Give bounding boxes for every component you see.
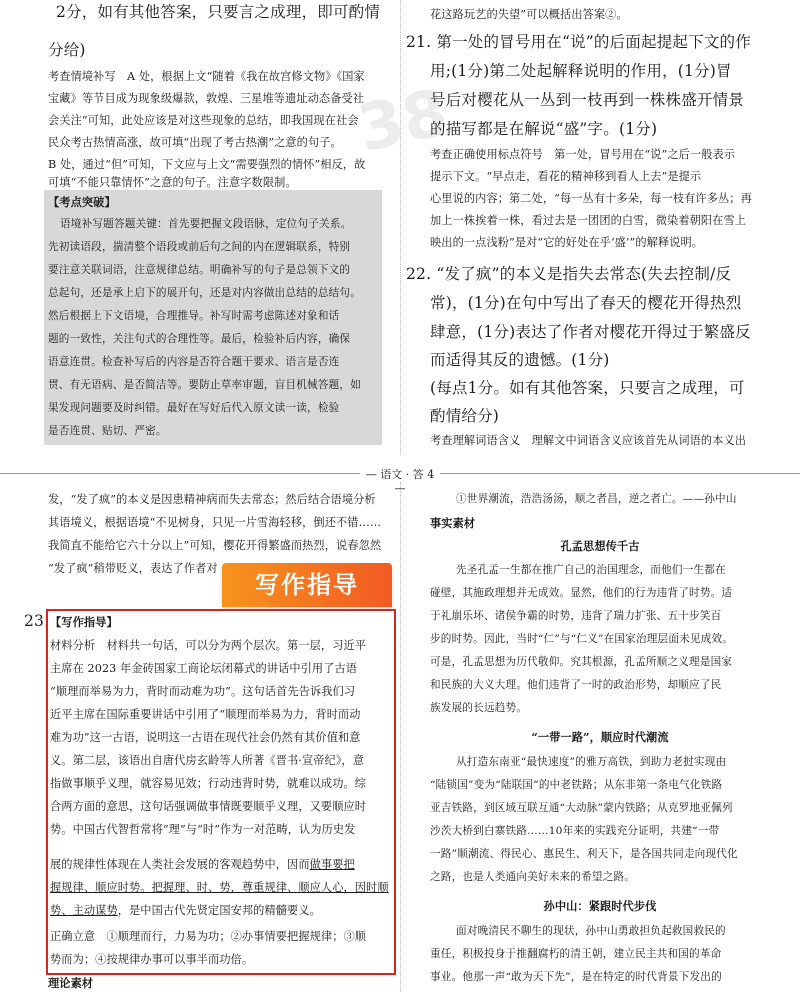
- para-line: 步的时势。因此，当时“仁”与“仁义”在国家治理层面未见成效。: [430, 633, 734, 645]
- q22-analysis-cont: 其语境义，根据语境“不见树身，只见一片雪海轻移，倒还不错……: [48, 516, 382, 529]
- guide-line: 主席在 2023 年金砖国家工商论坛闭幕式的讲话中引用了古语: [50, 662, 358, 675]
- facts-heading: 事实素材: [430, 516, 476, 530]
- para-line: 之路，也是人类通向美好未来的希望之路。: [430, 871, 636, 883]
- analysis-line: B 处，通过“但”可知，下文应与上文“需要强烈的情怀”相反，故: [48, 158, 366, 171]
- guide-line: “顺理而举易为力，背时而动难为功”。这句话首先告诉我们习: [50, 685, 356, 698]
- q22-line: 22. “发了疯”的本义是指失去常态(失去控制/反: [406, 265, 732, 283]
- q22-analysis-cont: “发了疯”稍带贬义，表达了作者对: [48, 562, 218, 575]
- guide-line: 势、主动谋势，是中国古代先贤定国安邦的精髓要义。: [50, 904, 321, 917]
- tip-line: 语意连贯。检查补写后的内容是否符合题干要求、语言是否连: [48, 356, 340, 368]
- para-line: 亚吉铁路，到区域互联互通“大动脉”蒙内铁路；从克罗地亚佩列: [430, 802, 733, 814]
- guide-line: 合两方面的意思，这句话强调做事情既要顺乎义理，又要顺应时: [50, 800, 367, 813]
- analysis-line: 考查情境补写 A 处，根据上文“随着《我在故宫修文物》《国家: [48, 70, 365, 83]
- analysis-line: 会关注”可知，此处应该是对这些现象的总结，即我国现在社会: [48, 114, 359, 127]
- guide-line: 难为功”这一古语，说明这一古语在现代社会仍然有其价值和意: [50, 731, 361, 744]
- guide-line-underlined: 握规律、顺应时势。把握理、时、势，尊重规律、顺应人心，因时顺: [50, 881, 389, 894]
- q22-analysis-cont: 发，“发了疯”的本义是因患精神病而失去常态；然后结合语境分析: [48, 493, 376, 506]
- q22-line: 常)，(1分)在句中写出了春天的樱花开得热烈: [430, 294, 742, 312]
- para-line: 碰壁，其施政理想并无成效。显然，他们的行为违背了时势。适: [430, 587, 733, 599]
- q21-line: 用;(1分)第二处起解释说明的作用，(1分)冒: [430, 62, 732, 80]
- q20-continued-line: 分给): [48, 41, 86, 59]
- q21-analysis-line: 加上一株挨着一株，看过去是一团团的白雪，微染着朝阳在雪上: [430, 214, 747, 227]
- guide-line: 势。中国古代智哲常将“理”与“时”作为一对范畴，认为历史发: [50, 823, 356, 836]
- lizhi-line: 势而为；④按规律办事可以事半而功倍。: [50, 953, 254, 966]
- guide-title: 【写作指导】: [50, 615, 118, 629]
- tip-line: 先初读语段，揣清整个语段或前后句之间的内在逻辑联系，特别: [48, 241, 351, 253]
- guide-line: 展的规律性体现在人类社会发展的客观趋势中，因而做事要把: [50, 858, 355, 871]
- q22-analysis-cont: 我简直不能给它六十分以上”可知，樱花开得繁盛而热烈，说春忽然: [48, 539, 382, 552]
- q21-line: 21. 第一处的冒号用在“说”的后面起提起下文的作: [406, 33, 751, 51]
- analysis-line: 宝藏》等节目成为现象级爆款，敦煌、三星堆等遗址动态备受社: [48, 92, 365, 105]
- tip-line: 题的一致性，关注句式的合理性等。最后，检验补后内容，确保: [48, 333, 351, 345]
- tip-line: 要注意关联词语，注意规律总结。明确补写的句子是总领下文的: [48, 264, 351, 276]
- section-heading: “一带一路”，顺应时代潮流: [531, 730, 669, 744]
- page-footer: — 语文 · 答 4 —: [360, 466, 440, 495]
- q22-line: 酌情给分): [430, 407, 500, 425]
- para-line: “陆锁国”变为“陆联国”的中老铁路；从东非第一条电气化铁路: [430, 779, 723, 791]
- section-heading: 孔孟思想传千古: [560, 539, 640, 553]
- writing-guide-banner: 写作指导: [222, 563, 392, 607]
- watermark-logo: 38: [352, 75, 455, 167]
- guide-line: 义。第二层，该语出自唐代房玄龄等人所著《晋书·宣帝纪》，意: [50, 754, 365, 767]
- q22-line: 而适得其反的遗憾。(1分): [430, 351, 610, 369]
- guide-line: 指做事顺乎义理，就容易见效；行动违背时势，就难以成功。综: [50, 777, 367, 790]
- q21-analysis-line: 考查正确使用标点符号 第一处，冒号用在“说”之后一般表示: [430, 148, 736, 161]
- tip-line: 总起句，还是承上启下的展开句，还是对内容做出总结的总结句。: [48, 287, 362, 299]
- para-line: 从打造东南亚“最快速度”的雅万高铁，到助力老挝实现由: [456, 756, 727, 768]
- q22-line: 肆意，(1分)表达了作者对樱花开得过于繁盛反: [430, 323, 751, 341]
- column-divider-top: [400, 0, 401, 455]
- para-line: 和民族的大义大理。他们违背了一时的政治形势，却顺应了民: [430, 679, 722, 691]
- para-line: 族发展的长远趋势。: [430, 702, 528, 714]
- q20-continued-line: 2分，如有其他答案，只要言之成理，即可酌情: [56, 3, 381, 21]
- lizhi-line: 正确立意 ①顺理而行，力易为功；②办事情要把握规律；③顺: [50, 930, 367, 943]
- quote-line: ①世界潮流，浩浩汤汤，顺之者昌，逆之者亡。——孙中山: [456, 493, 737, 505]
- q21-analysis-line: 映出的一点浅粉”是对“它的好处在乎‘盛’”的解释说明。: [430, 236, 704, 249]
- q21-line: 号后对樱花从一丛到一枝再到一株株盛开情景: [430, 91, 745, 109]
- q23-number: 23.: [24, 612, 50, 630]
- q22-line: (每点1分。如有其他答案，只要言之成理，可: [430, 379, 745, 397]
- para-line: 一路”顺潮流、得民心、惠民生、利天下，是各国共同走向现代化: [430, 848, 738, 860]
- section-heading: 孙中山：紧跟时代步伐: [543, 899, 657, 913]
- para-line: 重任，积极投身于推翻腐朽的清王朝，建立民主共和国的革命: [430, 948, 722, 960]
- para-line: 可是，孔孟思想为历代敬仰。究其根源，孔孟所顺之义理是国家: [430, 656, 733, 668]
- guide-line: 材料分析 材料共一句话，可以分为两个层次。第一层，习近平: [50, 639, 367, 652]
- para-line: 沙茨大桥到白寨铁路……10年来的实践充分证明，共建“一带: [430, 825, 720, 837]
- guide-line: 近平主席在国际重要讲话中引用了“顺理而举易为力，背时而动: [50, 708, 361, 721]
- tip-line: 果发现问题要及时纠错。最好在写好后代入原文读一读，检验: [48, 402, 340, 414]
- q21-analysis-line: 心里说的内容；第二处，“每一丛有十多朵，每一枝有许多丛；再: [430, 192, 752, 205]
- q21-line: 的描写都是在解说“盛”字。(1分): [430, 120, 658, 138]
- tip-line: 是否连贯、贴切、严密。: [48, 425, 167, 437]
- answer-line: 花这路玩艺的失望”可以概括出答案②。: [430, 8, 628, 21]
- tip-line: 贯、有无语病、是否简洁等。要防止草率审题，盲目机械答题，如: [48, 379, 362, 391]
- q22-analysis-line: 考查理解词语含义 理解文中词语含义应该首先从词语的本义出: [430, 434, 747, 447]
- column-divider-bottom: [400, 482, 401, 992]
- para-line: 面对晚清民不聊生的现状，孙中山勇敢担负起救国救民的: [456, 925, 726, 937]
- q21-analysis-line: 提示下文。“早点走，看花的精神移到看人上去”是提示: [430, 170, 702, 183]
- para-line: 于礼崩乐坏、诸侯争霸的时势，违背了瑞力扩张、五十步笑百: [430, 610, 722, 622]
- para-line: 事业。他那一声“敢为天下先”，是在特定的时代背景下发出的: [430, 971, 722, 983]
- theory-heading: 理论素材: [48, 976, 94, 990]
- tip-title: 【考点突破】: [48, 195, 116, 209]
- tip-line: 然后根据上下文语境，合理推导。补写时需考虑陈述对象和话: [48, 310, 340, 322]
- analysis-line: 可填“不能只靠情怀”之意的句子。注意字数限制。: [48, 176, 297, 189]
- para-line: 先圣孔孟一生都在推广自己的治国理念，而他们一生都在: [456, 564, 726, 576]
- tip-line: 语境补写题答题关键：首先要把握文段语脉，定位句子关系。: [60, 218, 352, 230]
- analysis-line: 民众考古热情高涨，故可填“出现了考古热潮”之意的句子。: [48, 136, 342, 149]
